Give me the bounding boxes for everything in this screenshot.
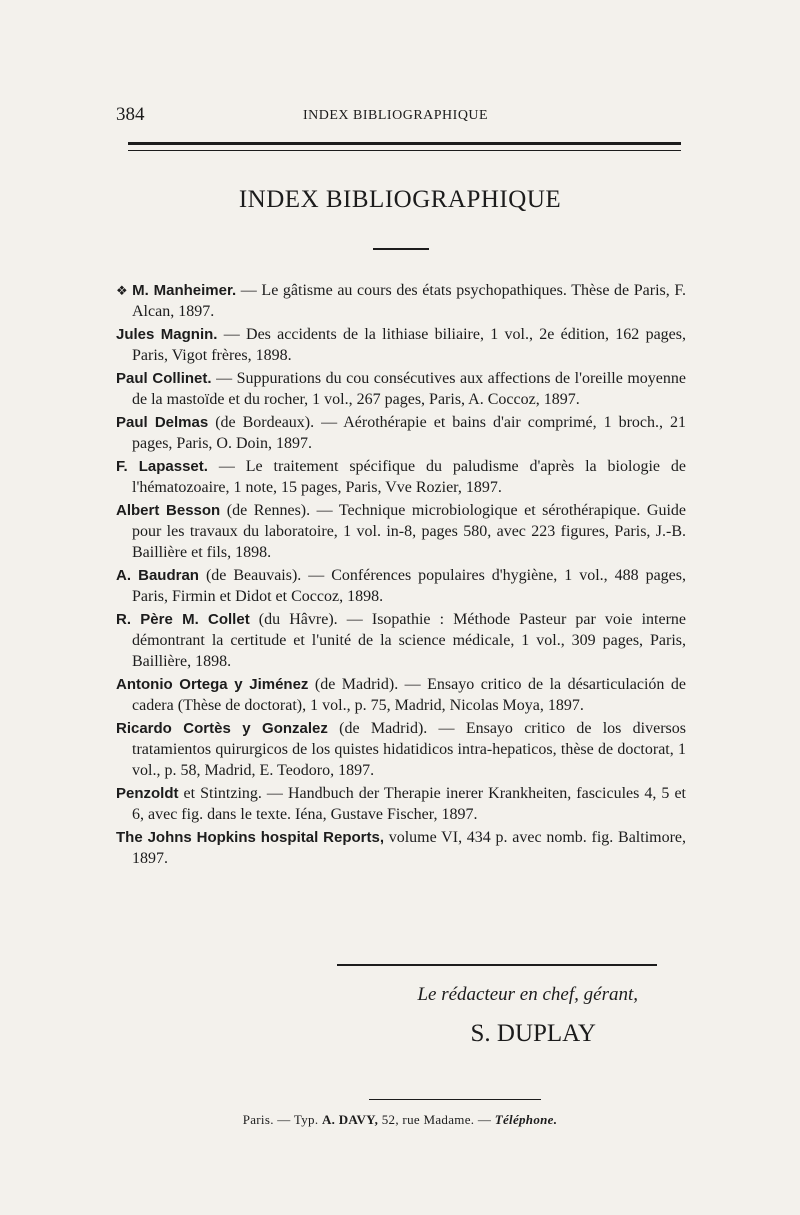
entry-author: Paul Delmas xyxy=(116,414,209,431)
bibliography-entry xyxy=(116,609,686,672)
entry-author: F. Lapasset. xyxy=(116,458,208,475)
bibliography-entry xyxy=(116,674,686,716)
entry-author: Penzoldt xyxy=(116,785,179,802)
bibliography-entry xyxy=(116,565,686,607)
entry-author: Ricardo Cortès y Gonzalez xyxy=(116,720,328,737)
entry-text: et Stintzing. — Handbuch der Therapie inerer Krankheiten, fascicules 4, 5 et 6, avec fig. dans le texte. Iéna, Gustave Fischer, 1897. xyxy=(132,785,686,823)
entry-author: R. Père M. Collet xyxy=(116,611,250,628)
editor-name: S. DUPLAY xyxy=(470,1020,596,1047)
printer-phone: Téléphone. xyxy=(494,1112,558,1127)
entry-author: The Johns Hopkins hospital Reports, xyxy=(116,829,384,846)
signature-role: Le rédacteur en chef, gérant, xyxy=(417,984,638,1005)
bibliography-entry xyxy=(116,456,686,498)
entry-text: (de Rennes). — Technique microbiologique et sérothérapique. Guide pour les travaux du laboratoire, 1 vol. in-8, pages 580, avec 223 figures, Paris, J.-B. Baillière et fils, 1898. xyxy=(132,502,686,561)
entry-text: — Le gâtisme au cours des états psychopathiques. Thèse de Paris, F. Alcan, 1897. xyxy=(132,282,687,320)
bibliography-entry xyxy=(116,827,686,869)
closing-rule xyxy=(337,964,657,966)
footer-rule xyxy=(369,1099,541,1100)
bibliography-entry xyxy=(116,783,686,825)
entry-author: M. Manheimer. xyxy=(132,282,237,299)
entry-text: (de Bordeaux). — Aérothérapie et bains d'air comprimé, 1 broch., 21 pages, Paris, O. Doin, 1897. xyxy=(132,414,686,452)
entry-text: — Des accidents de la lithiase biliaire, 1 vol., 2e édition, 162 pages, Paris, Vigot frères, 1898. xyxy=(132,326,687,364)
entry-author: Albert Besson xyxy=(116,502,221,519)
page-title: INDEX BIBLIOGRAPHIQUE xyxy=(238,186,562,213)
bibliography-entry xyxy=(116,718,686,781)
entry-text: — Suppurations du cou consécutives aux affections de l'oreille moyenne de la mastoïde et du rocher, 1 vol., 267 pages, Paris, A. Coccoz, 1897. xyxy=(132,370,686,408)
bibliography-entry xyxy=(116,412,686,454)
entry-text: — Le traitement spécifique du paludisme d'après la biologie de l'hématozoaire, 1 note, 15 pages, Paris, Vve Rozier, 1897. xyxy=(132,458,686,496)
entry-author: Paul Collinet. xyxy=(116,370,212,387)
title-divider xyxy=(373,248,429,250)
bibliography-list xyxy=(116,280,686,871)
entry-text: (de Madrid). — Ensayo critico de la désarticulación de cadera (Thèse de doctorat), 1 vol., p. 75, Madrid, Nicolas Moya, 1897. xyxy=(132,676,686,714)
entry-text: volume VI, 434 p. avec nomb. fig. Baltimore, 1897. xyxy=(132,829,687,867)
bibliography-entry xyxy=(116,500,686,563)
entry-text: (de Madrid). — Ensayo critico de los diversos tratamientos quirurgicos de los quistes hidatidicos intra-hepaticos, thèse de doctorat, 1 vol., p. 58, Madrid, E. Teodoro, 1897. xyxy=(132,720,686,779)
bibliography-entry xyxy=(116,280,686,322)
printer-imprint xyxy=(0,1112,800,1128)
entry-text: (de Beauvais). — Conférences populaires d'hygiène, 1 vol., 488 pages, Paris, Firmin et Didot et Coccoz, 1898. xyxy=(132,567,687,605)
printer-city: Paris. — Typ. xyxy=(242,1112,322,1127)
running-title: INDEX BIBLIOGRAPHIQUE xyxy=(303,108,489,123)
entry-author: Antonio Ortega y Jiménez xyxy=(116,676,309,693)
entry-author: A. Baudran xyxy=(116,567,199,584)
header-rule-thin xyxy=(128,150,681,151)
entry-author: Jules Magnin. xyxy=(116,326,218,343)
page-number: 384 xyxy=(116,104,145,125)
entry-mark: ❖ xyxy=(116,283,133,298)
running-head xyxy=(116,104,682,128)
printer-address: 52, rue Madame. — xyxy=(378,1112,495,1127)
printer-name: A. DAVY, xyxy=(321,1112,379,1127)
header-rule-thick xyxy=(128,142,681,145)
entry-text: (du Hâvre). — Isopathie : Méthode Pasteur par voie interne démontrant la certitude et l'unité de la science médicale, 1 vol., 309 pages, Paris, Baillière, 1898. xyxy=(132,611,686,670)
bibliography-entry xyxy=(116,368,686,410)
bibliography-entry xyxy=(116,324,686,366)
